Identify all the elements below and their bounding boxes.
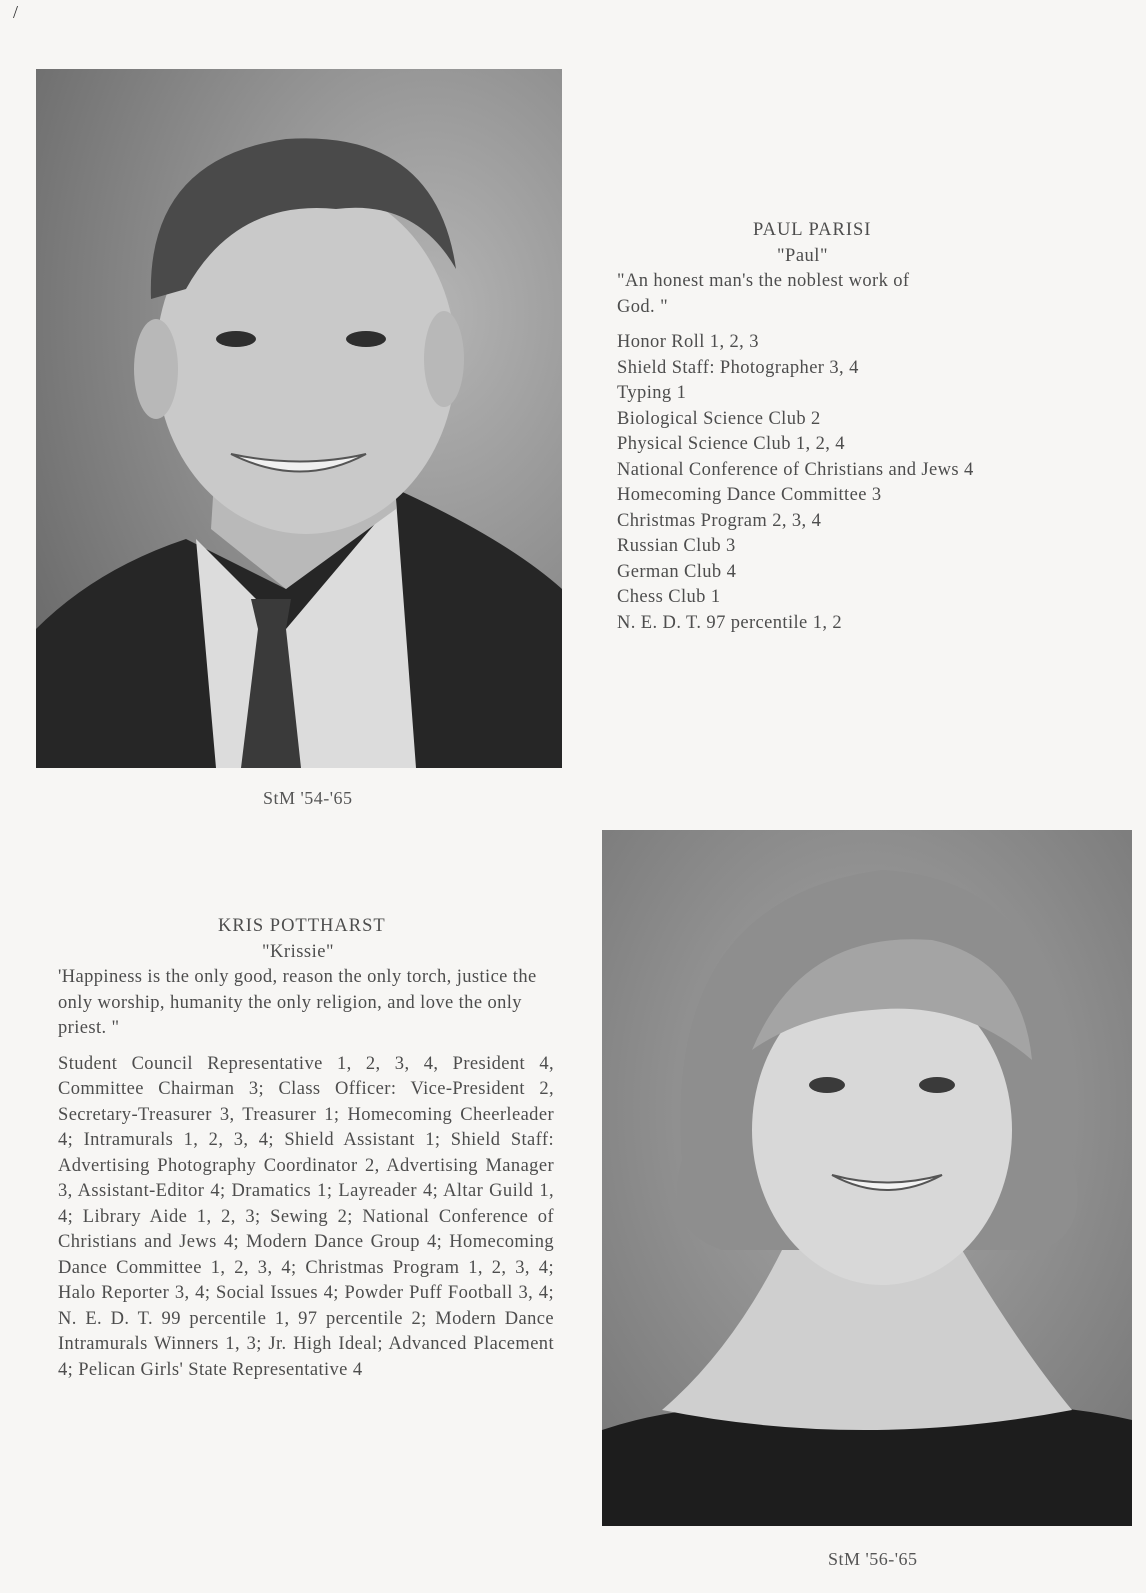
caption-paul-parisi: StM '54-'65: [263, 788, 353, 808]
portrait-photo-kris-pottharst: [602, 830, 1132, 1526]
bio-kris-pottharst: [58, 914, 563, 1383]
caption-kris-pottharst: StM '56-'65: [828, 1549, 918, 1569]
activity-item: Shield Staff: Photographer 3, 4: [617, 357, 859, 378]
student-quote: 'Happiness is the only good, reason the only torch, justice the only worship, humanity the only religion, and love the only priest. ": [58, 967, 537, 1038]
activity-item: Russian Club 3: [617, 536, 736, 556]
student-name: PAUL PARISI: [753, 220, 872, 240]
student-nickname: "Krissie": [262, 941, 335, 962]
page-mark: /: [13, 2, 19, 22]
activity-list: [617, 330, 1037, 636]
activity-item: Honor Roll 1, 2, 3: [617, 332, 759, 352]
student-nickname: "Paul": [777, 245, 828, 266]
bio-paul-parisi: [617, 218, 1037, 636]
activity-item: Typing 1: [617, 383, 687, 403]
student-quote: "An honest man's the noblest work of God. ": [617, 271, 910, 317]
activity-item: Physical Science Club 1, 2, 4: [617, 434, 845, 454]
activity-item: German Club 4: [617, 561, 737, 582]
activity-item: National Conference of Christians and Jews 4: [617, 459, 974, 480]
portrait-photo-paul-parisi: [36, 69, 562, 768]
student-name: KRIS POTTHARST: [218, 916, 386, 936]
activity-item: Chess Club 1: [617, 587, 721, 607]
portrait-photo-icon: [602, 830, 1132, 1526]
activity-paragraph: Student Council Representative 1, 2, 3, 4, President 4, Committee Chairman 3; Class Officer: Vice-President 2, Secretary-Treasurer 3, Treasurer 1; Homecoming Cheerleader 4; Intramurals 1, 2, 3, 4; Shield Assistant 1; Shield Staff: Advertising Photography Coordinator 2, Advertising Manager 3, Assistant-Editor 4; Dramatics 1; Layreader 4; Altar Guild 1, 4; Library Aide 1, 2, 3; Sewing 2; National Conference of Christians and Jews 4; Modern Dance Group 4; Homecoming Dance Committee 1, 2, 3, 4; Christmas Program 1, 2, 3, 4; Halo Reporter 3, 4; Social Issues 4; Powder Puff Football 3, 4; N. E. D. T. 99 percentile 1, 97 percentile 2; Modern Dance Intramurals Winners 1, 3; Jr. High Ideal; Advanced Placement 4; Pelican Girls' State Representative 4: [58, 1053, 554, 1380]
portrait-photo-icon: [36, 69, 562, 768]
activity-item: Biological Science Club 2: [617, 408, 821, 429]
activity-item: Homecoming Dance Committee 3: [617, 485, 882, 505]
activity-item: N. E. D. T. 97 percentile 1, 2: [617, 612, 843, 633]
activity-item: Christmas Program 2, 3, 4: [617, 510, 822, 531]
